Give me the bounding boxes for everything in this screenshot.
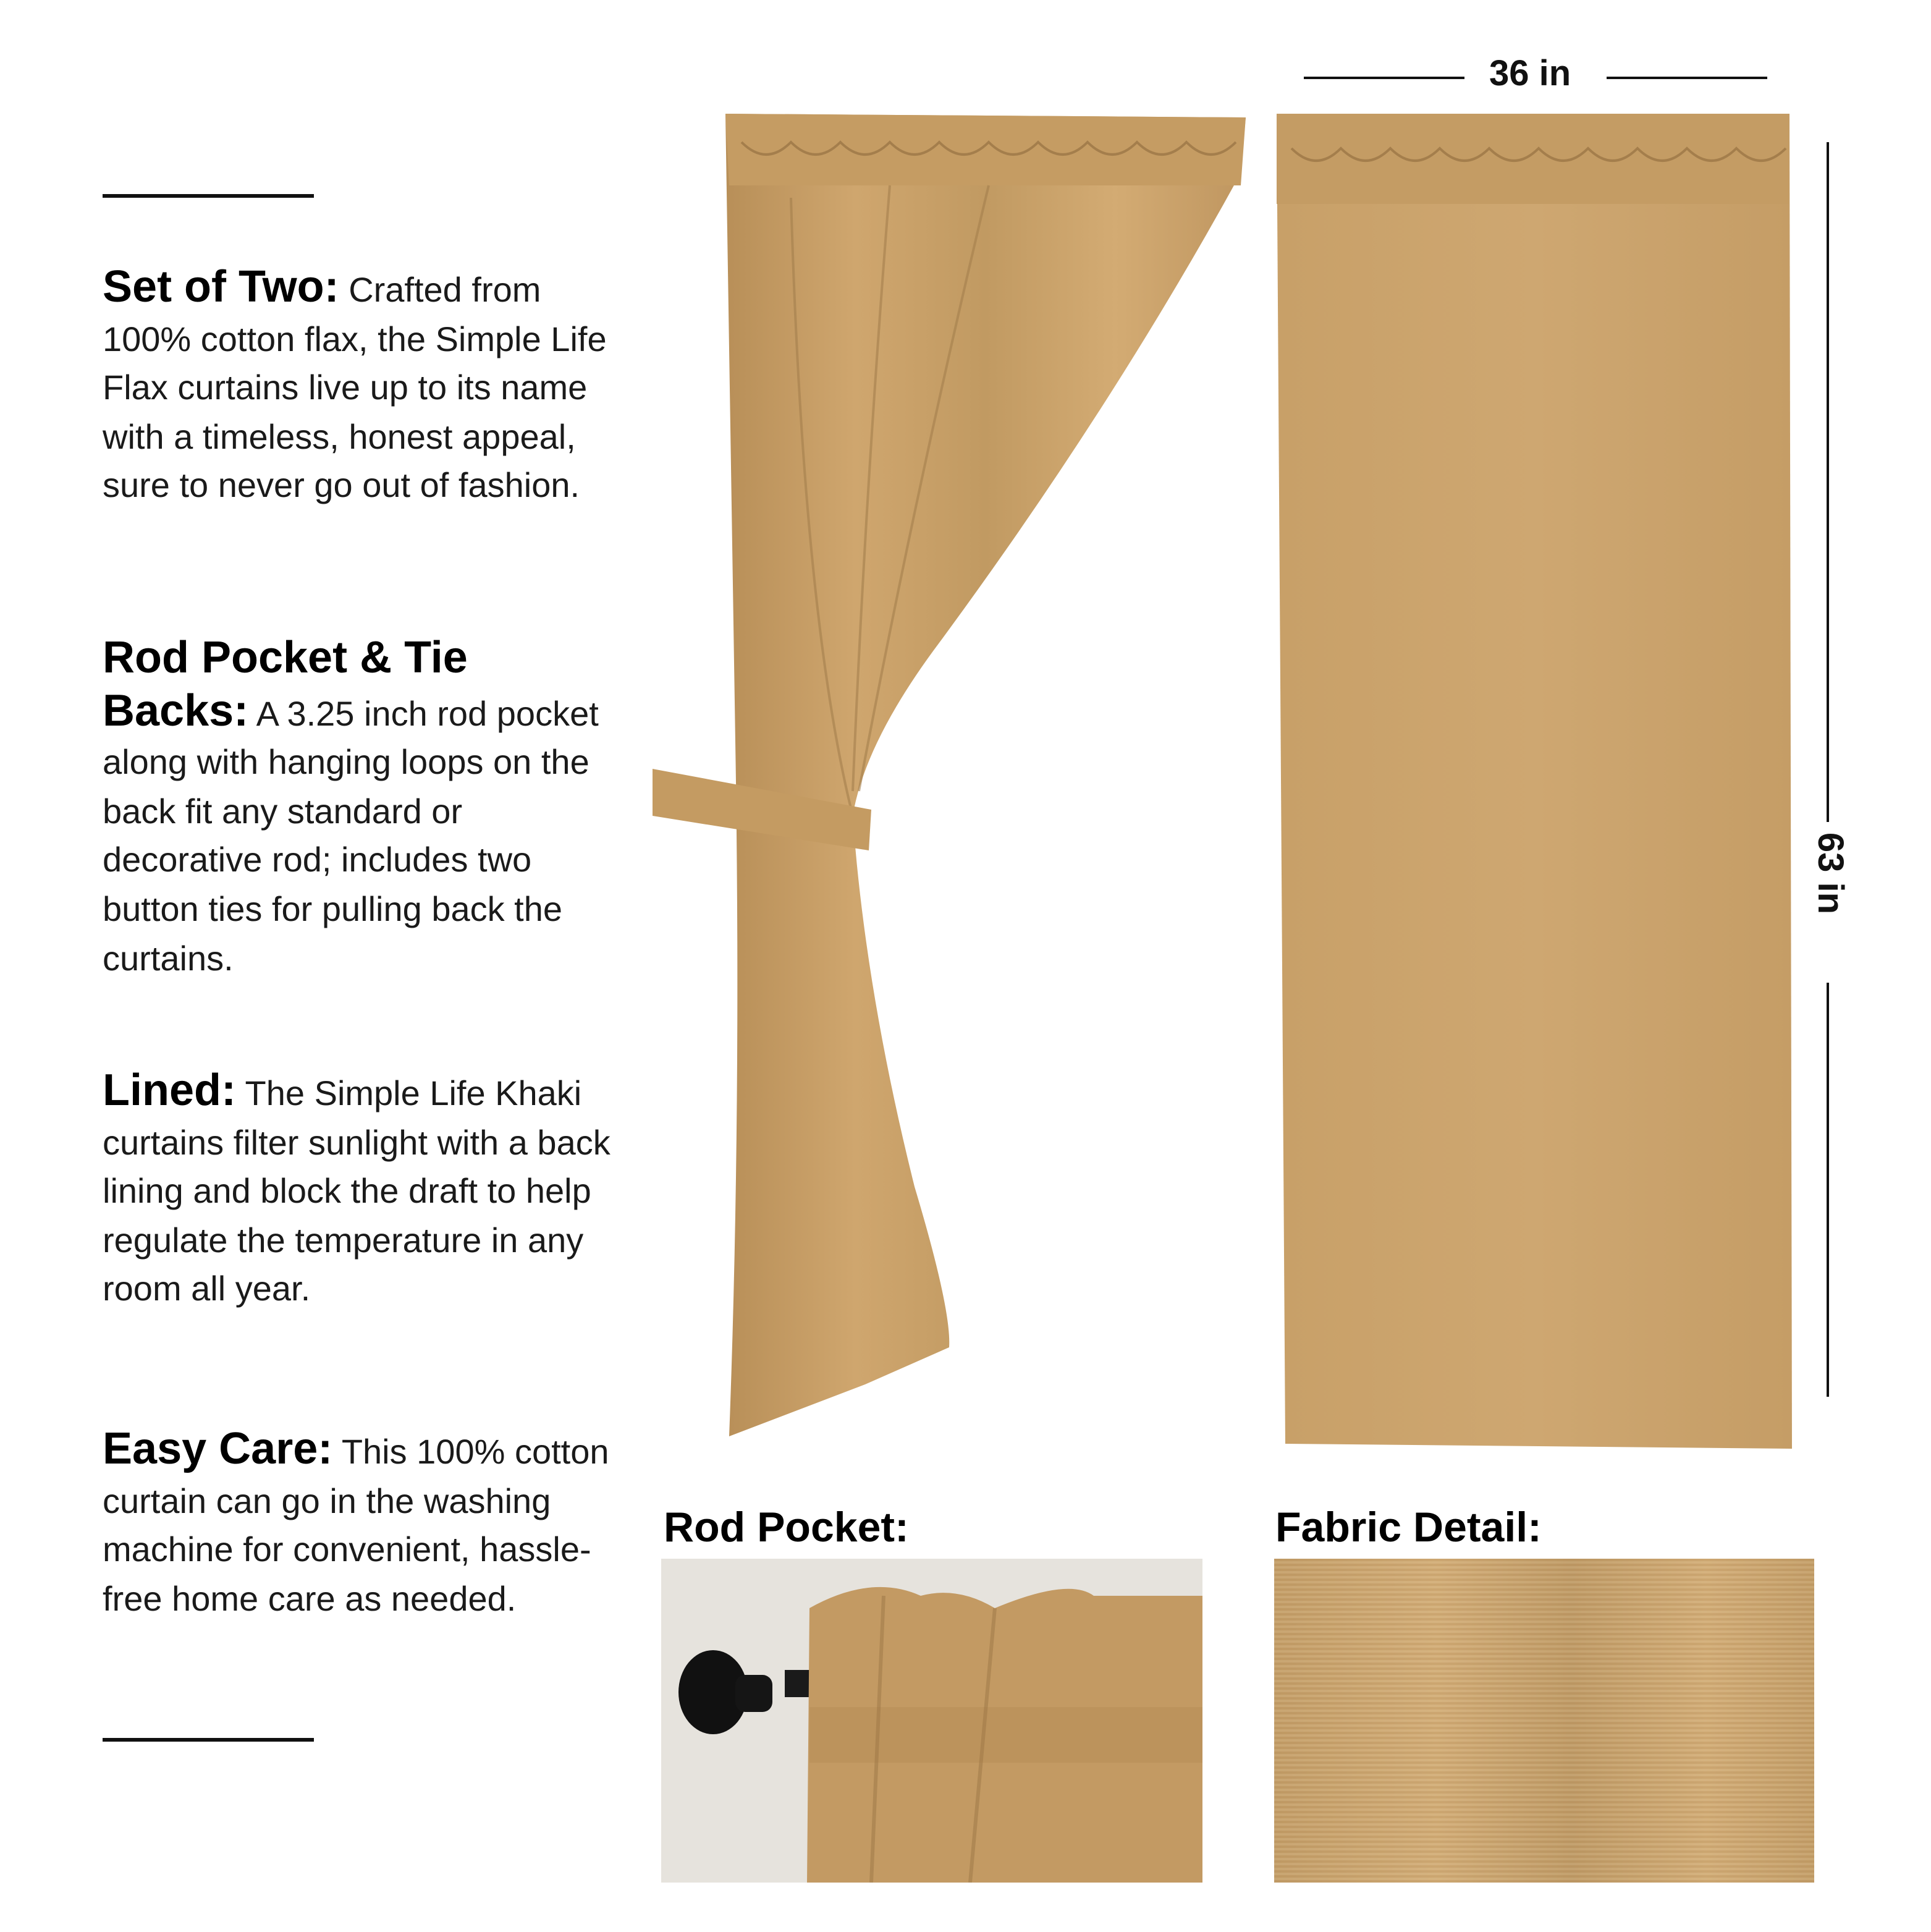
feature-body: This 100% cotton curtain can go in the washing machine for convenient, hassle-free home care as needed. — [103, 1433, 609, 1618]
feature-body: Crafted from 100% cotton flax, the Simple Life Flax curtains live up to its name with a timeless, honest appeal, sure to never go out of fashion. — [103, 271, 607, 505]
feature-body: A 3.25 inch rod pocket along with hanging loops on the back fit any standard or decorative rod; includes two button ties for pulling back the curtains. — [103, 694, 599, 978]
width-dimension-label: 36 in — [1489, 54, 1571, 94]
fabric-detail-label: Fabric Detail: — [1275, 1504, 1542, 1551]
height-dimension-line-bottom — [1827, 983, 1829, 1397]
left-curtain-tied — [653, 114, 1246, 1436]
rod-pocket-photo — [661, 1559, 1202, 1883]
right-curtain-straight — [1277, 114, 1792, 1449]
feature-body: The Simple Life Khaki curtains filter sunlight with a back lining and block the draft to help regulate the temperature in any room all year. — [103, 1074, 611, 1308]
fabric-detail-photo — [1274, 1559, 1814, 1883]
feature-heading: Set of Two: — [103, 261, 339, 311]
height-dimension-label: 63 in — [1810, 832, 1849, 915]
rod-pocket-label: Rod Pocket: — [664, 1504, 909, 1551]
feature-heading: Lined: — [103, 1064, 236, 1115]
width-dimension-line-left — [1304, 77, 1464, 79]
fabric-shading — [1274, 1559, 1814, 1883]
width-dimension-line-right — [1607, 77, 1767, 79]
height-dimension-line-top — [1827, 142, 1829, 822]
feature-heading: Easy Care: — [103, 1423, 333, 1473]
feature-heading: Rod Pocket & Tie Backs: — [103, 632, 468, 735]
